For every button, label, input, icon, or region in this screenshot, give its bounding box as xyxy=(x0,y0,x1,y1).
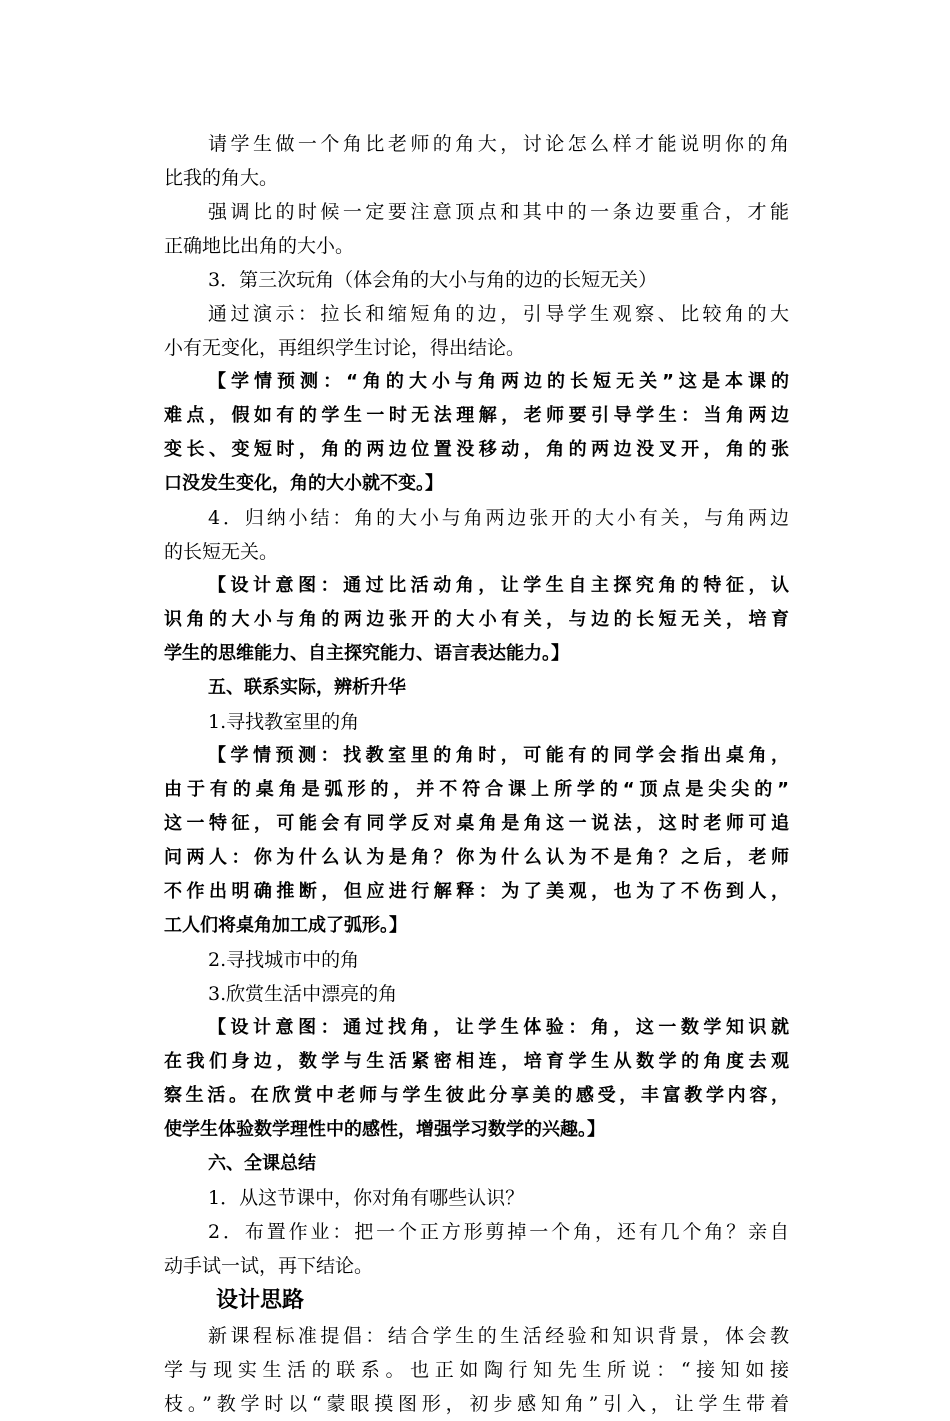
bold-paragraph-line: 问两人：你为什么认为是角？你为什么认为不是角？之后，老师 xyxy=(164,847,789,868)
paragraph-line: 的长短无关。 xyxy=(164,541,279,563)
bold-paragraph-line: 这一特征，可能会有同学反对桌角是角这一说法，这时老师可追 xyxy=(164,813,789,834)
bold-paragraph-line: 使学生体验数学理性中的感性，增强学习数学的兴趣。】 xyxy=(164,1119,605,1140)
bold-paragraph-line: 在我们身边，数学与生活紧密相连，培育学生从数学的角度去观 xyxy=(164,1051,789,1072)
paragraph-line: 小有无变化，再组织学生讨论，得出结论。 xyxy=(164,337,526,359)
bold-paragraph-line: 学生的思维能力、自主探究能力、语言表达能力。】 xyxy=(164,643,569,664)
paragraph-line: 请学生做一个角比老师的角大，讨论怎么样才能说明你的角 xyxy=(208,133,789,155)
paragraph-line: 正确地比出角的大小。 xyxy=(164,235,355,257)
bold-paragraph-line: 【学情预测：找教室里的角时，可能有的同学会指出桌角， xyxy=(208,745,789,766)
paragraph-line: 学与现实生活的联系。也正如陶行知先生所说：“接知如接 xyxy=(164,1359,789,1381)
paragraph-line: 3.欣赏生活中漂亮的角 xyxy=(208,983,398,1005)
bold-paragraph-line: 工人们将桌角加工成了弧形。】 xyxy=(164,915,407,936)
paragraph-line: 枝。”教学时以“蒙眼摸图形，初步感知角”引入，让学生带着 xyxy=(164,1393,789,1415)
paragraph-line: 强调比的时候一定要注意顶点和其中的一条边要重合，才能 xyxy=(208,201,789,223)
bold-paragraph-line: 变长、变短时，角的两边位置没移动，角的两边没叉开，角的张 xyxy=(164,439,789,460)
bold-paragraph-line: 不作出明确推断，但应进行解释：为了美观，也为了不伤到人， xyxy=(164,881,789,902)
bold-paragraph-line: 六、全课总结 xyxy=(208,1153,316,1174)
paragraph-line: 新课程标准提倡：结合学生的生活经验和知识背景，体会教 xyxy=(208,1325,789,1347)
bold-paragraph-line: 【设计意图：通过比活动角，让学生自主探究角的特征，认 xyxy=(208,575,789,596)
bold-paragraph-line: 五、联系实际，辨析升华 xyxy=(208,677,406,698)
paragraph-line: 3．第三次玩角（体会角的大小与角的边的长短无关） xyxy=(208,269,658,291)
paragraph-line: 2．布置作业：把一个正方形剪掉一个角，还有几个角？亲自 xyxy=(208,1221,789,1243)
paragraph-line: 4．归纳小结：角的大小与角两边张开的大小有关，与角两边 xyxy=(208,507,789,529)
bold-paragraph-line: 【设计意图：通过找角，让学生体验：角，这一数学知识就 xyxy=(208,1017,789,1038)
bold-paragraph-line: 口没发生变化，角的大小就不变。】 xyxy=(164,473,443,494)
section-heading: 设计思路 xyxy=(216,1288,305,1313)
bold-paragraph-line: 识角的大小与角的两边张开的大小有关，与边的长短无关，培育 xyxy=(164,609,789,630)
bold-paragraph-line: 【学情预测：“角的大小与角两边的长短无关”这是本课的 xyxy=(208,371,789,392)
bold-paragraph-line: 由于有的桌角是弧形的，并不符合课上所学的“顶点是尖尖的” xyxy=(164,779,789,800)
paragraph-line: 2.寻找城市中的角 xyxy=(208,949,360,971)
paragraph-line: 通过演示：拉长和缩短角的边，引导学生观察、比较角的大 xyxy=(208,303,789,325)
paragraph-line: 1．从这节课中，你对角有哪些认识？ xyxy=(208,1187,525,1209)
bold-paragraph-line: 难点，假如有的学生一时无法理解，老师要引导学生：当角两边 xyxy=(164,405,789,426)
paragraph-line: 比我的角大。 xyxy=(164,167,279,189)
document-body xyxy=(164,127,789,1421)
paragraph-line: 1.寻找教室里的角 xyxy=(208,711,360,733)
bold-paragraph-line: 察生活。在欣赏中老师与学生彼此分享美的感受，丰富教学内容， xyxy=(164,1085,789,1106)
paragraph-line: 动手试一试，再下结论。 xyxy=(164,1255,374,1277)
